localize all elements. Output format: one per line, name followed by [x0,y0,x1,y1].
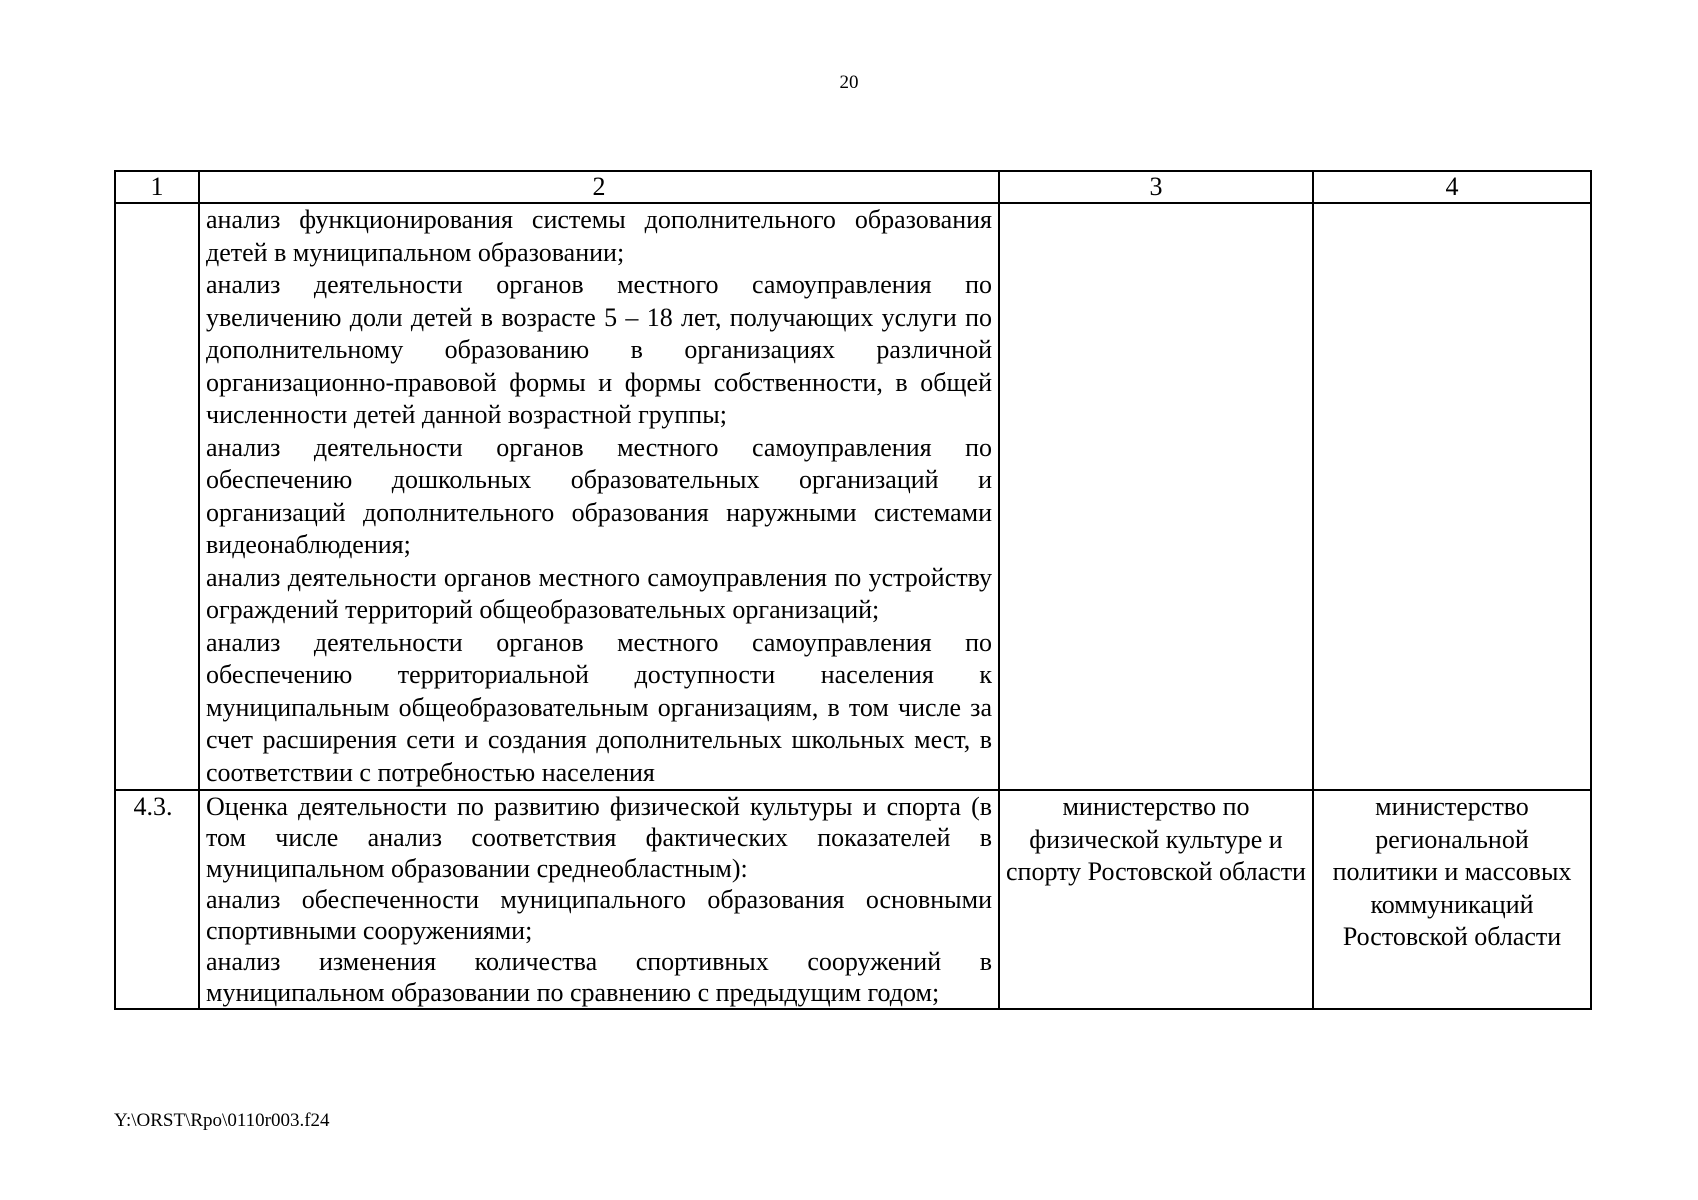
description-paragraph: анализ изменения количества спортивных сооружений в муниципальном образовании по сравнению с предыдущим годом; [206,947,992,1007]
description-paragraph: анализ деятельности органов местного самоуправления по обеспечению дошкольных образовательных организаций и организаций дополнительного образования наружными системами видеонаблюдения; [206,432,992,559]
row-description [199,790,999,1009]
table-row [115,790,1591,1009]
row-description [199,203,999,790]
description-paragraph: Оценка деятельности по развитию физической культуры и спорта (в том числе анализ соответствия фактических показателей в муниципальном образовании среднеобластным): [206,792,992,883]
page-number: 20 [839,72,859,93]
header-col-4: 4 [1313,171,1591,203]
table-header-row [115,171,1591,203]
plan-table [114,170,1592,1010]
description-paragraph: анализ деятельности органов местного самоуправления по обеспечению территориальной доступности населения к муниципальным общеобразовательным организациям, в том числе за счет расширения сети и создания дополнительных школьных мест, в соответствии с потребностью населения [206,627,992,787]
row-number: 4.3. [115,790,199,1009]
table-row [115,203,1591,790]
description-paragraph: анализ деятельности органов местного самоуправления по устройству ограждений территорий общеобразовательных организаций; [206,562,992,624]
row-responsible [999,203,1313,790]
description-paragraph: анализ функционирования системы дополнительного образования детей в муниципальном образовании; [206,205,992,267]
header-col-2: 2 [199,171,999,203]
footer-file-path: Y:\ORST\Rpo\0110r003.f24 [114,1110,330,1131]
description-paragraph: анализ деятельности органов местного самоуправления по увеличению доли детей в возрасте 5 – 18 лет, получающих услуги по дополнительному образованию в организациях различной организационно-правовой формы и формы собственности, в общей численности детей данной возрастной группы; [206,270,992,429]
description-paragraph: анализ обеспеченности муниципального образования основными спортивными сооружениями; [206,885,992,945]
header-col-3: 3 [999,171,1313,203]
row-coexecutor [1313,203,1591,790]
row-number [115,203,199,790]
row-responsible: министерство по физической культуре и спорту Ростовской области [999,790,1313,1009]
header-col-1: 1 [115,171,199,203]
row-coexecutor: министерство региональной политики и массовых коммуникаций Ростовской области [1313,790,1591,1009]
